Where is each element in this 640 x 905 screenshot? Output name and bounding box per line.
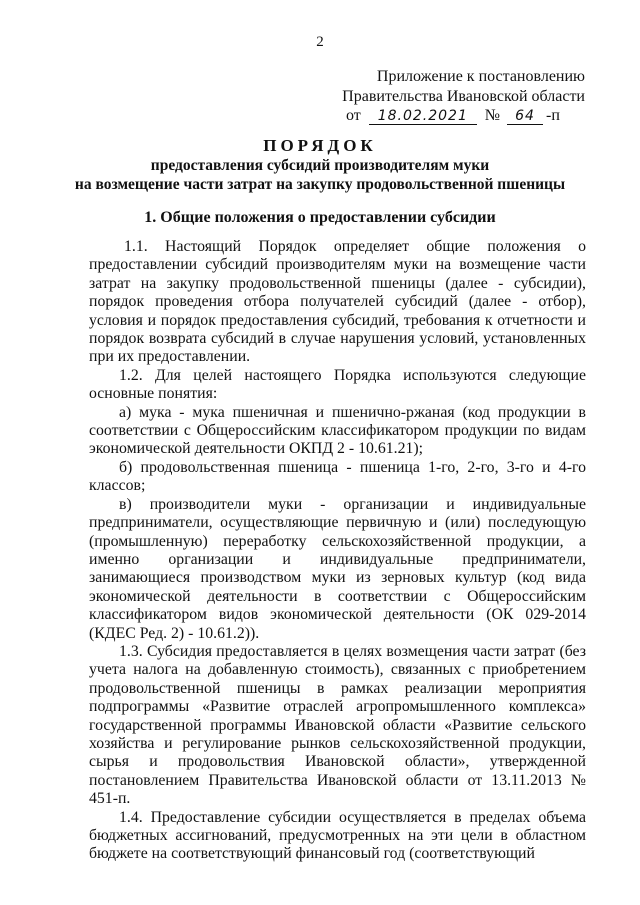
handwritten-date: 18.02.2021 bbox=[369, 109, 477, 125]
paragraph-item-b: б) продовольственная пшеница - пшеница 1-го, 2-го, 3-го и 4-го классов; bbox=[89, 458, 586, 495]
paragraph-item-v: в) производители муки - организации и индивидуальные предприниматели, осуществляющие первичную и (или) последующую (промышленную) переработку сельскохозяйственной продукции, а именно организации и индивидуальные предприниматели, занимающиеся производством муки из зерновых культур (код вида экономической деятельности в соответствии с Общероссийским классификатором видов экономической деятельности (ОК 029-2014 (КДЕС Ред. 2) - 10.61.2)). bbox=[89, 495, 586, 642]
paragraph-1-3: 1.3. Субсидия предоставляется в целях возмещения части затрат (без учета налога на добавленную стоимость), связанных с приобретением продовольственной пшеницы в рамках реализации мероприятия подпрограммы «Развитие отраслей агропромышленного комплекса» государственной программы Ивановской области «Развитие сельского хозяйства и регулирование рынков сельскохозяйственной продукции, сырья и продовольствия Ивановской области», утвержденной постановлением Правительства Ивановской области от 13.11.2013 № 451-п. bbox=[89, 642, 586, 808]
subtitle-line-2: на возмещение части затрат на закупку продовольственной пшеницы bbox=[74, 176, 566, 193]
page-number: 2 bbox=[316, 34, 324, 50]
body-text bbox=[89, 238, 586, 864]
handwritten-number: 64 bbox=[507, 109, 543, 125]
section-heading: 1. Общие положения о предоставлении субсидии bbox=[144, 209, 496, 226]
paragraph-1-4: 1.4. Предоставление субсидии осуществляется в пределах объема бюджетных ассигнований, предусмотренных на эти цели в областном бюджете на соответствующий финансовый год (соответствующий bbox=[89, 808, 586, 863]
number-prefix: № bbox=[484, 107, 501, 124]
subtitle-line-1: предоставления субсидий производителям муки bbox=[150, 157, 490, 174]
paragraph-1-1: 1.1. Настоящий Порядок определяет общие положения о предоставлении субсидий производителям муки на возмещение части затрат на закупку продовольственной пшеницы (далее - субсидии), порядок проведения отбора получателей субсидий (далее - отбор), условия и порядок предоставления субсидий, требования к отчетности и порядок возврата субсидий в случае нарушения условий, установленных при их предоставлении. bbox=[89, 238, 586, 366]
document-title: ПОРЯДОК bbox=[263, 136, 377, 155]
paragraph-item-a: а) мука - мука пшеничная и пшенично-ржаная (код продукции в соответствии с Общероссийским классификатором продукции по видам экономической деятельности ОКПД 2 - 10.61.21); bbox=[89, 403, 586, 458]
appendix-date-number bbox=[346, 106, 560, 126]
date-prefix: от bbox=[346, 107, 361, 124]
appendix-line-2: Правительства Ивановской области bbox=[342, 88, 585, 105]
appendix-line-1: Приложение к постановлению bbox=[376, 68, 585, 85]
number-suffix: -п bbox=[546, 107, 560, 124]
paragraph-1-2: 1.2. Для целей настоящего Порядка используются следующие основные понятия: bbox=[89, 366, 586, 403]
